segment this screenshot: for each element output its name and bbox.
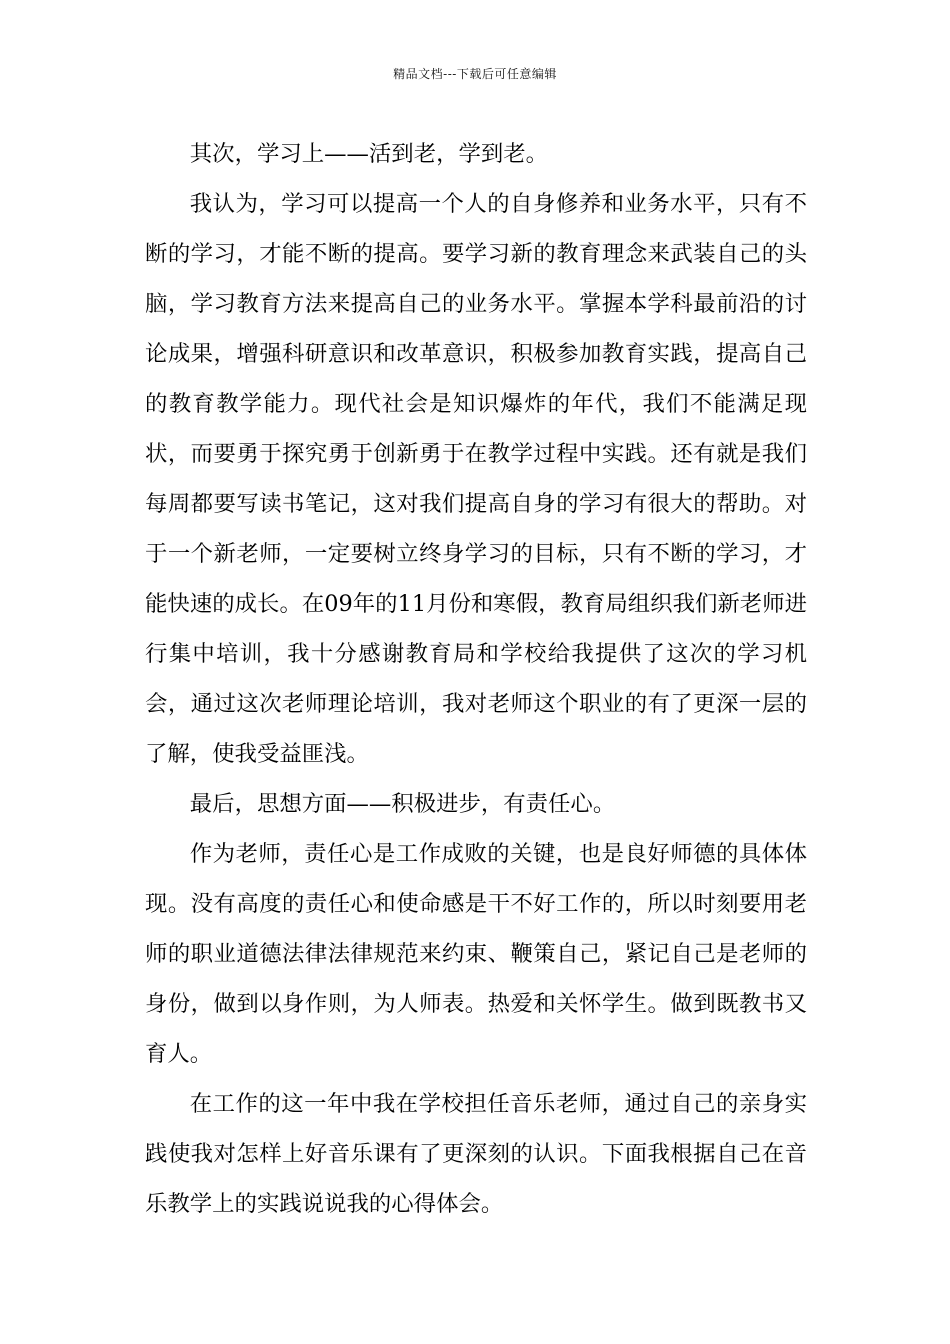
document-body xyxy=(145,129,807,1229)
paragraph-thought-heading: 最后，思想方面——积极进步，有责任心。 xyxy=(189,791,616,817)
paragraph-study-heading: 其次，学习上——活到老，学到老。 xyxy=(189,141,549,167)
page-header: 精品文档---下载后可任意编辑 xyxy=(393,67,557,81)
paragraph-responsibility-body: 作为老师，责任心是工作成败的关键，也是良好师德的具体体现。没有高度的责任心和使命感是干不好工作的，所以时刻要用老师的职业道德法律法律规范来约束、鞭策自己，紧记自己是老师的身份，做到以身作则，为人师表。热爱和关怀学生。做到既教书又育人。 xyxy=(145,841,807,1067)
paragraph-music-teaching: 在工作的这一年中我在学校担任音乐老师，通过自己的亲身实践使我对怎样上好音乐课有了更深刻的认识。下面我根据自己在音乐教学上的实践说说我的心得体会。 xyxy=(145,1091,807,1217)
paragraph-study-body: 我认为，学习可以提高一个人的自身修养和业务水平，只有不断的学习，才能不断的提高。要学习新的教育理念来武装自己的头脑，学习教育方法来提高自己的业务水平。掌握本学科最前沿的讨论成果，增强科研意识和改革意识，积极参加教育实践，提高自己的教育教学能力。现代社会是知识爆炸的年代，我们不能满足现状，而要勇于探究勇于创新勇于在教学过程中实践。还有就是我们每周都要写读书笔记，这对我们提高自身的学习有很大的帮助。对于一个新老师，一定要树立终身学习的目标，只有不断的学习，才能快速的成长。在09年的11月份和寒假，教育局组织我们新老师进行集中培训，我十分感谢教育局和学校给我提供了这次的学习机会，通过这次老师理论培训，我对老师这个职业的有了更深一层的了解，使我受益匪浅。 xyxy=(145,191,807,767)
